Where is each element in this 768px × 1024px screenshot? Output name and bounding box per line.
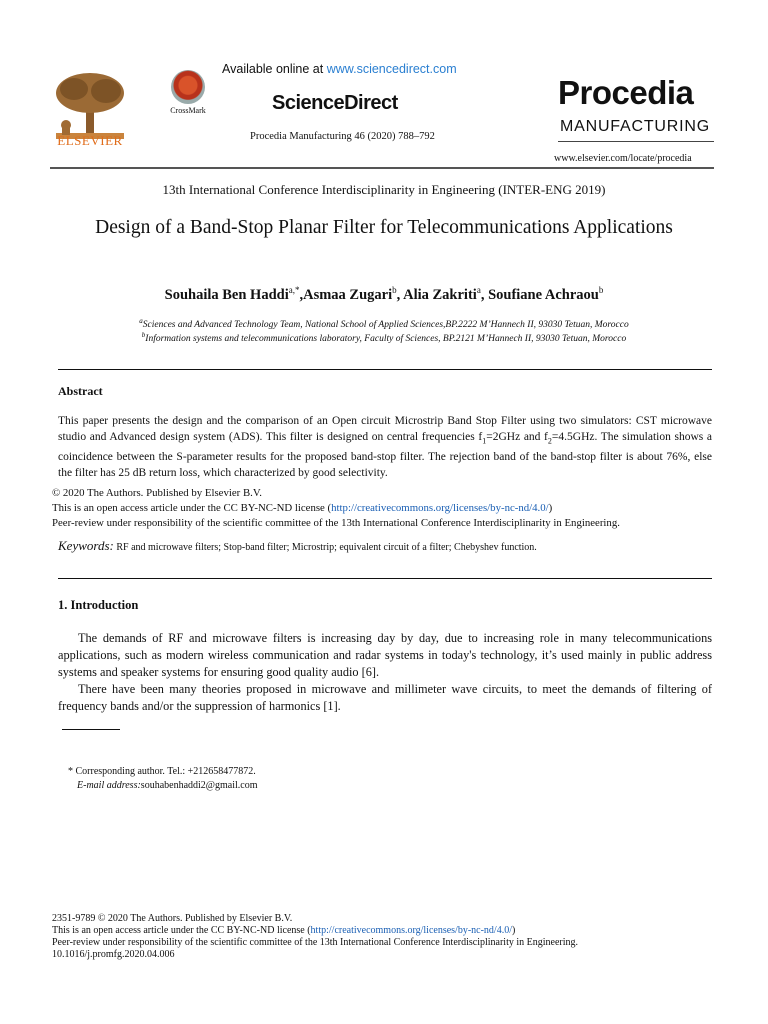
author-affiliation-mark: a,* <box>288 285 300 295</box>
footer-open-access: This is an open access article under the CC BY-NC-ND license (http://creativecommons.org/licenses/by-nc-nd/4.0/) <box>52 925 516 936</box>
paragraph: There have been many theories proposed in microwave and millimeter wave circuits, to meet the demands of filtering of frequency bands and/or the suppression of harmonics [1]. <box>58 682 712 713</box>
license-block <box>52 486 722 531</box>
author-affiliation-mark: b <box>392 285 397 295</box>
conference-name: 13th International Conference Interdisciplinarity in Engineering (INTER-ENG 2019) <box>162 182 606 197</box>
footer-license-link[interactable]: http://creativecommons.org/licenses/by-nc-nd/4.0/ <box>310 925 512 936</box>
page-footer <box>52 913 722 961</box>
open-access-line: This is an open access article under the CC BY-NC-ND license (http://creativecommons.org/licenses/by-nc-nd/4.0/) <box>52 502 553 514</box>
crossmark-label: CrossMark <box>170 106 206 115</box>
author-affiliation-mark: a <box>476 285 481 295</box>
author-name: Alia Zakriti <box>403 286 477 303</box>
license-link[interactable]: http://creativecommons.org/licenses/by-nc-nd/4.0/ <box>331 502 549 514</box>
author-name: Soufiane Achraou <box>488 286 599 303</box>
sciencedirect-logo: ScienceDirect <box>272 92 398 114</box>
elsevier-wordmark: ELSEVIER <box>57 133 123 148</box>
affiliation-a: $^a$Sciences and Advanced Technology Team, National School of Applied Sciences,BP.2222 M’Hannech II, 93030 Tetuan, Morocco <box>139 317 629 331</box>
peer-review-line: Peer-review under responsibility of the scientific committee of the 13th International Conference Interdisciplinarity in Engineering. <box>52 517 620 529</box>
footer-peer-review: Peer-review under responsibility of the scientific committee of the 13th International Conference Interdisciplinarity in Engineering. <box>52 937 579 948</box>
abstract-bottom-rule <box>58 578 712 579</box>
author-affiliation-mark: b <box>598 285 604 295</box>
affiliation-b: $^b$Information systems and telecommunications laboratory, Faculty of Sciences, BP.2121 M’Hannech II, 93030 Tetuan, Morocco <box>141 331 627 345</box>
keywords <box>58 538 712 554</box>
author-name: Souhaila Ben Haddi <box>164 286 289 303</box>
abstract-text: This paper presents the design and the comparison of an Open circuit Microstrip Band Stop Filter using two simulators: CST microwave studio and Advanced design system (ADS). This filter is designed on central frequencies $f_1=2GHz$ and $f_2=4.5GHz$. The simulation shows a coincidence between the S-parameter results for the proposed band-stop filter. The rejection band of the band-stop filter is about 76%, else the filter has 25 dB return loss, which characterized by good selectivity. <box>58 415 712 480</box>
journal-citation: Procedia Manufacturing 46 (2020) 788–792 <box>250 131 435 142</box>
crossmark-badge[interactable] <box>165 70 211 115</box>
issn-line: 2351-9789 © 2020 The Authors. Published by Elsevier B.V. <box>52 913 293 924</box>
keywords-label: Keywords: <box>58 538 114 553</box>
sciencedirect-link[interactable]: www.sciencedirect.com <box>326 62 457 76</box>
paragraph: The demands of RF and microwave filters is increasing day by day, due to increasing role in many telecommunications applications, such as modern wireless communication and radar systems in today's technology, it’s used mainly in public address systems and speaker systems for ensuring good quality audio [6]. <box>58 631 712 679</box>
abstract-heading: Abstract <box>58 384 103 398</box>
email-line: E-mail address:souhabenhaddi2@gmail.com <box>77 780 258 791</box>
journal-url[interactable]: www.elsevier.com/locate/procedia <box>554 153 692 164</box>
crossmark-icon <box>171 70 205 104</box>
keywords-text: RF and microwave filters; Stop-band filter; Microstrip; equivalent circuit of a filter; Chebyshev function. <box>116 542 537 553</box>
footnote <box>68 765 257 793</box>
corresponding-author: * Corresponding author. Tel.: +212658477872. <box>68 766 256 777</box>
abstract-top-rule <box>58 369 712 370</box>
author-name: Asmaa Zugari <box>303 286 393 303</box>
copyright-line: © 2020 The Authors. Published by Elsevier B.V. <box>52 487 262 499</box>
introduction-heading: 1. Introduction <box>58 598 139 612</box>
procedia-logo: Procedia <box>558 74 694 111</box>
introduction-body <box>58 630 712 715</box>
procedia-subtitle: MANUFACTURING <box>560 118 710 135</box>
footnote-rule <box>62 729 120 730</box>
procedia-divider <box>558 141 714 142</box>
author-list: Souhaila Ben Haddi$^{a,*}$,Asmaa Zugari$^b$, Alia Zakriti$^a$, Soufiane Achraou$^b$ <box>164 285 604 303</box>
header-divider <box>50 167 714 169</box>
doi[interactable]: 10.1016/j.promfg.2020.04.006 <box>52 949 175 960</box>
paper-title: Design of a Band-Stop Planar Filter for Telecommunications Applications <box>95 217 673 238</box>
available-online: Available online at www.sciencedirect.com <box>222 62 457 76</box>
email-address[interactable]: souhabenhaddi2@gmail.com <box>140 780 258 791</box>
